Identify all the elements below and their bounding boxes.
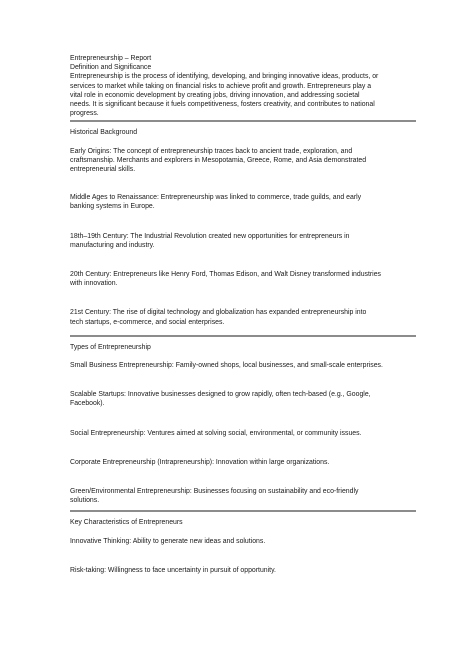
paragraph-line: Small Business Entrepreneurship: Family-owned shops, local businesses, and small-scale enterprises.	[70, 362, 383, 370]
document-page	[70, 54, 414, 575]
intro-line: Entrepreneurship is the process of identifying, developing, and bringing innovative ideas, products, or	[70, 73, 379, 81]
section-heading-types	[70, 343, 414, 352]
paragraph-line: entrepreneurial skills.	[70, 166, 136, 174]
section-heading-text: Key Characteristics of Entrepreneurs	[70, 519, 183, 527]
paragraph-line: banking systems in Europe.	[70, 203, 155, 211]
report-header	[70, 54, 414, 118]
characteristics-item	[70, 566, 414, 575]
section-divider	[70, 120, 416, 122]
paragraph-line: Innovative Thinking: Ability to generate new ideas and solutions.	[70, 537, 266, 545]
history-item	[70, 270, 414, 288]
paragraph-line: craftsmanship. Merchants and explorers in Mesopotamia, Greece, Rome, and Asia demonstrated	[70, 156, 367, 164]
paragraph-line: Social Entrepreneurship: Ventures aimed at solving social, environmental, or community issues.	[70, 429, 362, 437]
types-item	[70, 487, 414, 505]
paragraph-line: manufacturing and industry.	[70, 241, 155, 249]
section-divider	[70, 335, 416, 337]
paragraph-line: with innovation.	[70, 280, 118, 288]
section-heading-characteristics	[70, 518, 414, 527]
paragraph-line: Green/Environmental Entrepreneurship: Businesses focusing on sustainability and eco-friendly	[70, 488, 359, 496]
paragraph-line: Risk-taking: Willingness to face uncertainty in pursuit of opportunity.	[70, 566, 276, 574]
paragraph-line: 20th Century: Entrepreneurs like Henry Ford, Thomas Edison, and Walt Disney transformed industries	[70, 271, 381, 279]
paragraph-line: Middle Ages to Renaissance: Entrepreneurship was linked to commerce, trade guilds, and early	[70, 194, 362, 202]
types-item	[70, 429, 414, 438]
paragraph-line: 21st Century: The rise of digital technology and globalization has expanded entrepreneurship into	[70, 309, 367, 317]
intro-line: services to market while taking on financial risks to achieve profit and growth. Entrepreneurs play a	[70, 82, 372, 90]
intro-line: needs. It is significant because it fuels competitiveness, fosters creativity, and contributes to national	[70, 101, 375, 109]
types-item	[70, 458, 414, 467]
history-item	[70, 147, 414, 175]
paragraph-line: tech startups, e-commerce, and social enterprises.	[70, 318, 225, 326]
paragraph-line: Scalable Startups: Innovative businesses designed to grow rapidly, often tech-based (e.g., Google,	[70, 391, 371, 399]
section-heading-history	[70, 128, 414, 137]
paragraph-line: solutions.	[70, 497, 100, 505]
paragraph-line: 18th–19th Century: The Industrial Revolution created new opportunities for entrepreneurs in	[70, 232, 350, 240]
history-item	[70, 232, 414, 250]
section-heading-text: Types of Entrepreneurship	[70, 343, 151, 351]
types-item	[70, 361, 414, 370]
characteristics-item	[70, 537, 414, 546]
section-heading-text: Historical Background	[70, 129, 138, 137]
report-title: Entrepreneurship – Report	[70, 55, 152, 62]
section-divider	[70, 510, 416, 512]
paragraph-line: Facebook).	[70, 400, 105, 408]
paragraph-line: Early Origins: The concept of entrepreneurship traces back to ancient trade, exploration, and	[70, 147, 353, 155]
intro-line: vital role in economic development by creating jobs, driving innovation, and addressing societal	[70, 91, 360, 99]
history-item	[70, 308, 414, 326]
types-item	[70, 390, 414, 408]
paragraph-line: Corporate Entrepreneurship (Intrapreneurship): Innovation within large organizations.	[70, 458, 330, 466]
history-item	[70, 193, 414, 211]
report-subtitle: Definition and Significance	[70, 64, 152, 72]
intro-line: progress.	[70, 110, 99, 118]
